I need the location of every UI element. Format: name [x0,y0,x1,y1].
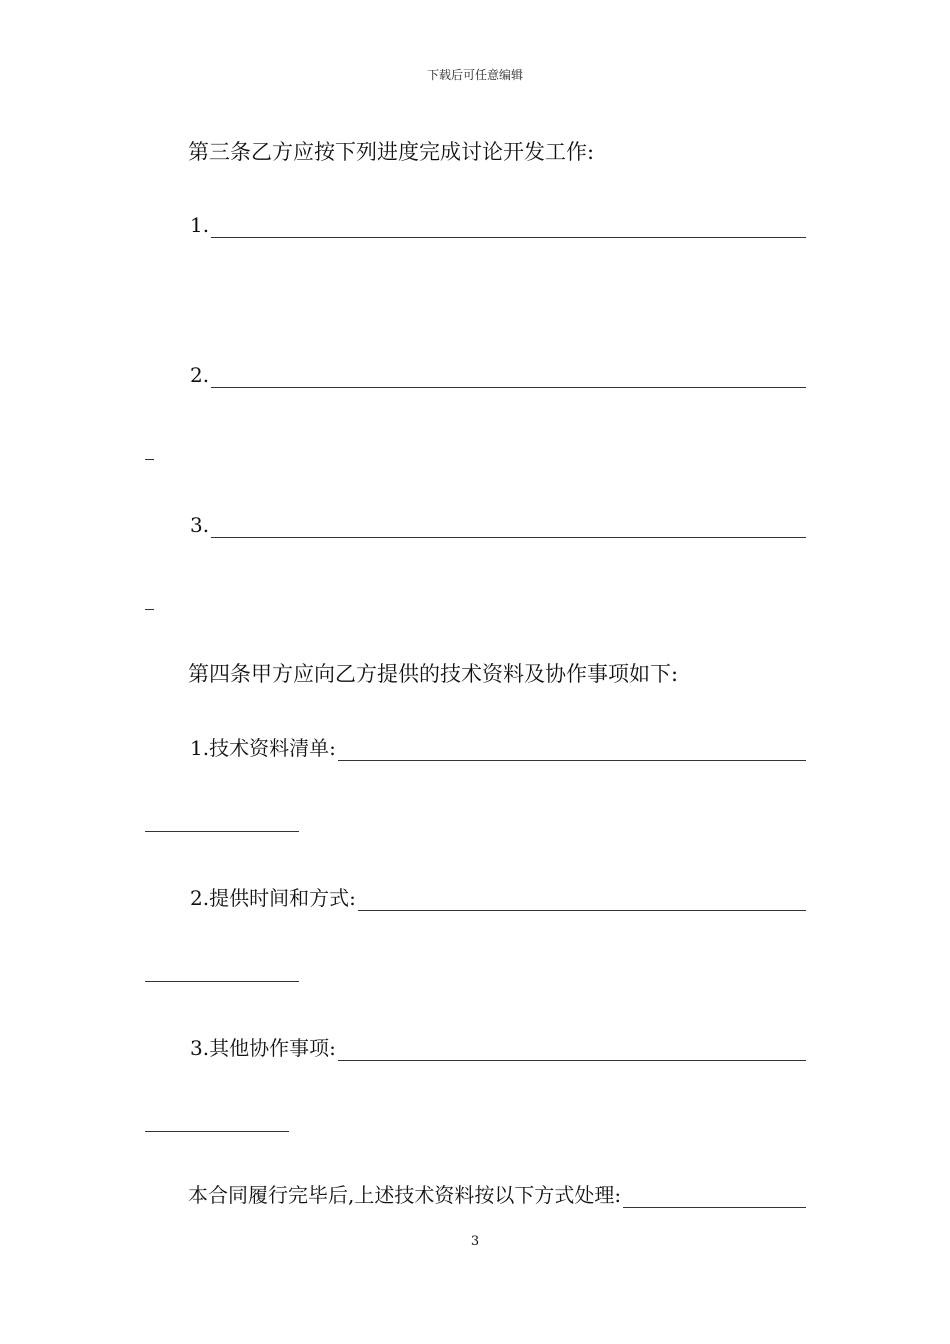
blank-line [623,1187,806,1208]
article-4-title: 第四条甲方应向乙方提供的技术资料及协作事项如下: [188,662,679,686]
blank-line [211,217,806,238]
article-3-item-2 [190,362,806,388]
item-label: 3.其他协作事项: [190,1036,336,1060]
item-label: 1. [190,213,210,237]
closing-clause [188,1182,806,1208]
page-header: 下载后可任意编辑 [426,68,523,82]
blank-line [338,740,806,761]
continuation-line [145,831,299,832]
continuation-line [145,1131,289,1132]
item-label: 2.提供时间和方式: [190,886,356,910]
item-label: 3. [190,513,210,537]
item-label: 1.技术资料清单: [190,736,336,760]
page-number: 3 [470,1234,480,1249]
article-4-item-3 [190,1035,806,1061]
blank-line [211,367,806,388]
blank-line [358,890,806,911]
article-3-title: 第三条乙方应按下列进度完成讨论开发工作: [188,140,595,164]
article-3-item-3 [190,512,806,538]
continuation-line [145,981,299,982]
article-4-item-2 [190,885,806,911]
blank-line [211,517,806,538]
continuation-line [145,609,154,610]
closing-text: 本合同履行完毕后,上述技术资料按以下方式处理: [188,1183,622,1207]
item-label: 2. [190,363,210,387]
blank-line [338,1040,806,1061]
continuation-line [145,459,154,460]
article-3-item-1 [190,212,806,238]
article-4-item-1 [190,735,806,761]
